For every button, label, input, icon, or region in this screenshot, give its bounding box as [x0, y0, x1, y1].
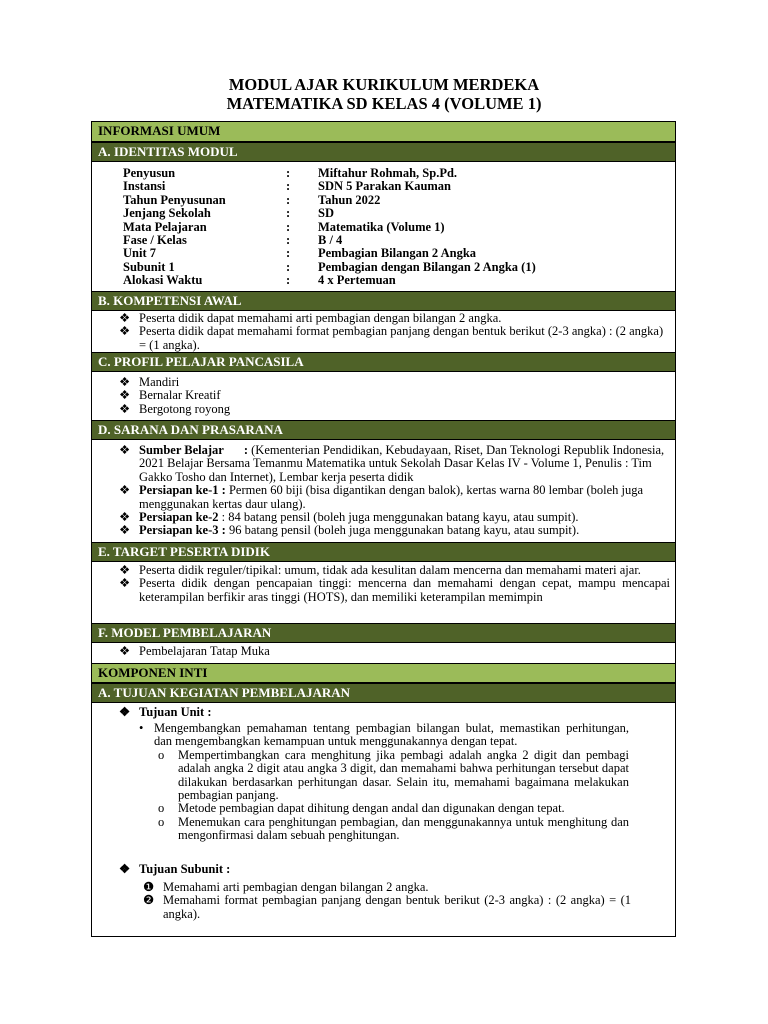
identitas-colon: : — [286, 166, 291, 180]
model-list — [119, 645, 670, 658]
list-item: ❖ Mandiri — [119, 375, 180, 389]
diamond-bullet-icon: ❖ — [119, 483, 131, 498]
identitas-colon: : — [286, 233, 291, 247]
identitas-colon: : — [286, 246, 291, 261]
diamond-bullet-icon: ❖ — [119, 311, 131, 325]
number-one-icon: ❶ — [143, 880, 155, 894]
section-tujuan-kegiatan: A. TUJUAN KEGIATAN PEMBELAJARAN — [92, 683, 675, 703]
identitas-value: 4 x Pertemuan — [318, 273, 396, 288]
diamond-bullet-icon: ❖ — [119, 576, 131, 591]
number-two-icon: ❷ — [143, 893, 155, 908]
list-item: ❷ Memahami format pembagian panjang dengan bentuk berikut (2-3 angka) : (2 angka) = (1 angka). — [143, 893, 631, 921]
document-title — [0, 75, 768, 113]
title-line-1: MODUL AJAR KURIKULUM MERDEKA — [228, 75, 540, 94]
diamond-bullet-icon: ❖ — [119, 644, 131, 658]
identitas-label: Subunit 1 — [123, 259, 175, 274]
identitas-colon: : — [286, 219, 291, 234]
identitas-label: Fase / Kelas — [123, 233, 187, 247]
list-item: ❖ Peserta didik reguler/tipikal: umum, tidak ada kesulitan dalam mencerna dan memahami materi ajar. — [119, 563, 641, 577]
tujuan-unit-heading: ❖ Tujuan Unit : — [119, 705, 212, 719]
list-item: ❖ Bernalar Kreatif — [119, 388, 221, 403]
section-kompetensi-awal: B. KOMPETENSI AWAL — [92, 291, 675, 311]
diamond-bullet-icon: ❖ — [119, 705, 131, 719]
identitas-label: Tahun Penyusunan — [123, 192, 226, 207]
identitas-colon: : — [286, 273, 291, 288]
list-item: ❖ Persiapan ke-2 : 84 batang pensil (boleh juga menggunakan batang kayu, atau sumpit). — [119, 510, 579, 525]
identitas-label: Penyusun — [123, 166, 176, 180]
identitas-value: Pembagian dengan Bilangan 2 Angka (1) — [318, 259, 536, 274]
section-informasi-umum: INFORMASI UMUM — [92, 122, 675, 142]
list-item: ❖ Persiapan ke-3 : 96 batang pensil (boleh juga menggunakan batang kayu, atau sumpit). — [119, 523, 580, 538]
identitas-value: Miftahur Rohmah, Sp.Pd. — [318, 166, 458, 180]
identitas-label: Unit 7 — [123, 246, 156, 261]
identitas-colon: : — [286, 259, 291, 274]
identitas-colon: : — [286, 206, 291, 221]
identitas-value: Tahun 2022 — [318, 192, 381, 207]
list-item: ❖ Sumber Belajar : (Kementerian Pendidikan, Kebudayaan, Riset, Dan Teknologi Republik Indonesia, 2021 Belajar Bersama Temanmu Matematika untuk Sekolah Dasar Kelas IV - Volume 1, Penulis : Tim Gakko Tosho dan Internet), Lembar kerja peserta didik — [119, 443, 665, 484]
dot-bullet-icon: • — [139, 721, 144, 735]
identitas-value: SD — [318, 206, 334, 221]
identitas-value: Pembagian Bilangan 2 Angka — [318, 246, 477, 261]
list-item: ❖ Bergotong royong — [119, 401, 231, 416]
title-line-2: MATEMATIKA SD KELAS 4 (VOLUME 1) — [226, 94, 542, 113]
tujuan-unit — [119, 706, 670, 719]
diamond-bullet-icon: ❖ — [119, 523, 131, 538]
list-item: ❖ Pembelajaran Tatap Muka — [119, 644, 270, 658]
identitas-label: Jenjang Sekolah — [123, 206, 211, 221]
section-profil-pelajar: C. PROFIL PELAJAR PANCASILA — [92, 352, 675, 372]
identitas-value: B / 4 — [318, 233, 343, 247]
diamond-bullet-icon: ❖ — [119, 324, 131, 339]
list-item: o Mempertimbangkan cara menghitung jika pembagi adalah angka 2 digit dan pembagi adalah angka 2 digit atau angka 3 digit, dan memahami bahwa perhitungan tersebut dapat dilakukan berdasarkan perhitungan dasar. Selain itu, memahami bagaimana melakukan pembagian panjang. — [158, 747, 629, 803]
list-item: ❶ Memahami arti pembagian dengan bilangan 2 angka. — [143, 880, 429, 894]
circle-bullet-icon: o — [158, 801, 165, 816]
identitas-label: Mata Pelajaran — [123, 219, 207, 234]
tujuan-subunit — [119, 863, 670, 876]
diamond-bullet-icon: ❖ — [119, 375, 131, 389]
circle-bullet-icon: o — [158, 747, 165, 762]
kompetensi-list — [119, 312, 670, 352]
tujuan-subunit-heading: ❖ Tujuan Subunit : — [119, 862, 231, 876]
identitas-label: Instansi — [123, 179, 166, 194]
diamond-bullet-icon: ❖ — [119, 563, 131, 577]
tujuan-unit-body — [134, 722, 629, 843]
diamond-bullet-icon: ❖ — [119, 862, 131, 876]
diamond-bullet-icon: ❖ — [119, 443, 131, 457]
diamond-bullet-icon: ❖ — [119, 401, 131, 416]
section-target-peserta: E. TARGET PESERTA DIDIK — [92, 542, 675, 562]
profil-list — [119, 376, 670, 416]
circle-bullet-icon: o — [158, 814, 165, 829]
identitas-value: Matematika (Volume 1) — [318, 219, 445, 234]
list-item: • Mengembangkan pemahaman tentang pembagian bilangan bulat, memastikan perhitungan, dan mengembangkan kemampuan untuk menggunakannya dengan tepat. — [139, 721, 629, 749]
tujuan-subunit-list — [143, 881, 631, 921]
section-identitas-modul: A. IDENTITAS MODUL — [92, 142, 675, 162]
sarana-list — [119, 444, 670, 538]
diamond-bullet-icon: ❖ — [119, 388, 131, 403]
identitas-colon: : — [286, 192, 291, 207]
identitas-label: Alokasi Waktu — [123, 273, 203, 288]
identitas-value: SDN 5 Parakan Kauman — [318, 179, 452, 194]
module-table — [91, 121, 676, 937]
target-list — [119, 564, 670, 604]
section-komponen-inti: KOMPONEN INTI — [92, 663, 675, 683]
section-model-pembelajaran: F. MODEL PEMBELAJARAN — [92, 623, 675, 643]
diamond-bullet-icon: ❖ — [119, 510, 131, 525]
tujuan-unit-sublist — [134, 749, 629, 843]
list-item: ❖ Persiapan ke-1 : Permen 60 biji (bisa digantikan dengan balok), kertas warna 80 lembar (boleh juga menggunakan kertas daur ulang). — [119, 483, 644, 511]
list-item: ❖ Peserta didik dengan pencapaian tinggi: mencerna dan memahami dengan cepat, mampu mencapai keterampilan berfikir aras tinggi (HOTS), dan memiliki keterampilan memimpin — [119, 576, 670, 604]
list-item: ❖ Peserta didik dapat memahami arti pembagian dengan bilangan 2 angka. — [119, 311, 502, 325]
list-item: ❖ Peserta didik dapat memahami format pembagian panjang dengan bentuk berikut (2-3 angka) : (2 angka) = (1 angka). — [119, 324, 664, 352]
section-sarana-prasarana: D. SARANA DAN PRASARANA — [92, 420, 675, 440]
list-item: o Menemukan cara penghitungan pembagian, dan menggunakannya untuk menghitung dan mengonfirmasi dalam sebuah penghitungan. — [158, 814, 629, 843]
list-item: o Metode pembagian dapat dihitung dengan andal dan digunakan dengan tepat. — [158, 801, 565, 816]
identitas-colon: : — [286, 179, 291, 194]
